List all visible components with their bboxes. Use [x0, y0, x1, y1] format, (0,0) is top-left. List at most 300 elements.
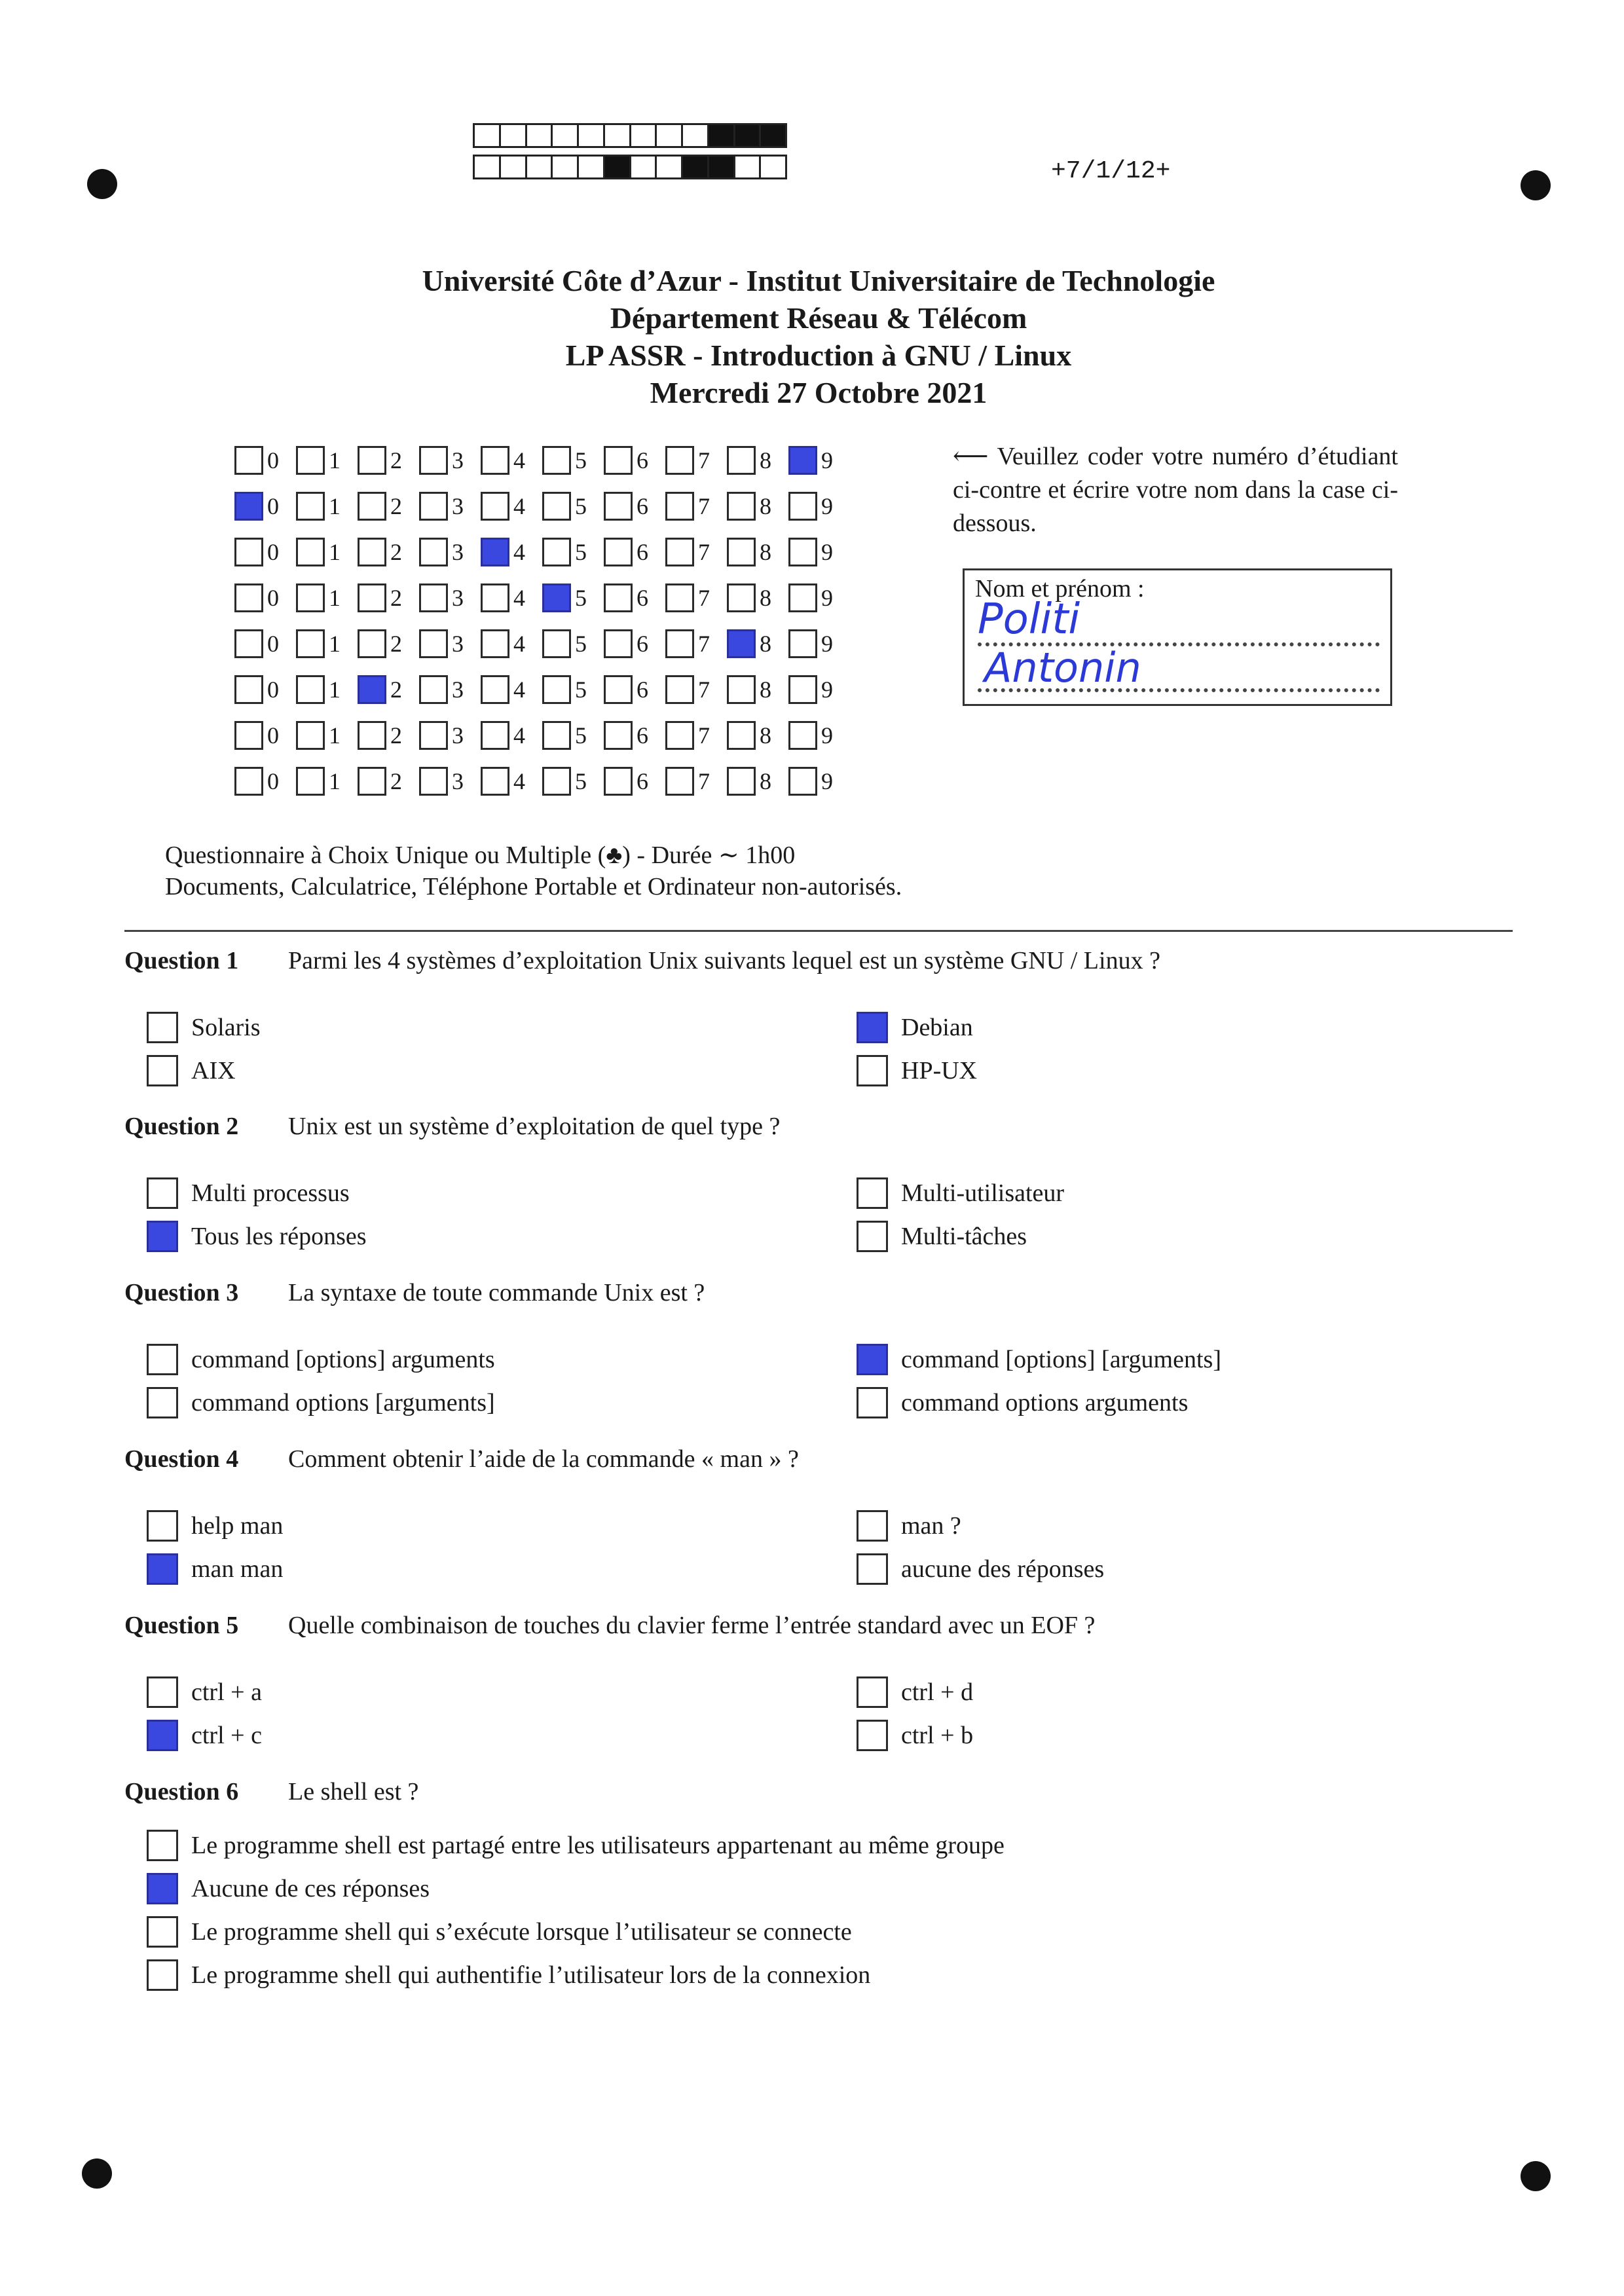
- digit-label: 1: [329, 722, 341, 749]
- answer-checkbox[interactable]: [857, 1221, 888, 1252]
- digit-checkbox[interactable]: [419, 492, 448, 521]
- answer-checkbox[interactable]: [857, 1344, 888, 1375]
- digit-label: 8: [760, 493, 771, 519]
- digit-cell: [234, 446, 296, 475]
- digit-checkbox[interactable]: [542, 629, 571, 658]
- digit-label: 9: [821, 722, 833, 749]
- digit-label: 1: [329, 539, 341, 565]
- name-box[interactable]: [963, 568, 1392, 706]
- registration-mark: [1521, 170, 1551, 200]
- digit-cell: [727, 583, 788, 612]
- answer-option[interactable]: [147, 1916, 852, 1948]
- digit-cell: [727, 767, 788, 796]
- digit-label: 2: [390, 447, 402, 473]
- barcode-cell: [579, 125, 605, 146]
- barcode-cell: [683, 125, 709, 146]
- answer-label: Le programme shell qui s’exécute lorsque l’utilisateur se connecte: [191, 1918, 852, 1946]
- answer-checkbox[interactable]: [857, 1055, 888, 1086]
- barcode-cell: [501, 125, 527, 146]
- answer-option[interactable]: [857, 1055, 977, 1086]
- digit-checkbox[interactable]: [604, 721, 633, 750]
- digit-row: [234, 667, 850, 713]
- answer-option[interactable]: [147, 1177, 350, 1209]
- digit-checkbox[interactable]: [481, 721, 509, 750]
- digit-checkbox[interactable]: [358, 629, 386, 658]
- question-text: Quelle combinaison de touches du clavier ferme l’entrée standard avec un EOF ?: [288, 1612, 1096, 1639]
- answer-checkbox[interactable]: [147, 1510, 178, 1542]
- digit-checkbox[interactable]: [481, 767, 509, 796]
- digit-cell: [604, 446, 665, 475]
- answer-option[interactable]: [147, 1221, 367, 1252]
- digit-cell: [419, 446, 481, 475]
- digit-cell: [481, 675, 542, 704]
- digit-cell: [788, 446, 850, 475]
- digit-checkbox[interactable]: [665, 629, 694, 658]
- digit-label: 5: [575, 493, 587, 519]
- answer-checkbox[interactable]: [857, 1553, 888, 1585]
- digit-cell: [542, 446, 604, 475]
- answer-label: man ?: [901, 1512, 961, 1540]
- answer-checkbox[interactable]: [147, 1387, 178, 1418]
- digit-checkbox[interactable]: [358, 538, 386, 566]
- answer-label: Solaris: [191, 1014, 261, 1041]
- digit-checkbox[interactable]: [419, 767, 448, 796]
- digit-cell: [296, 538, 358, 566]
- digit-cell: [234, 721, 296, 750]
- answer-label: Tous les réponses: [191, 1223, 367, 1250]
- department-title: Département Réseau & Télécom: [610, 301, 1027, 335]
- answer-label: AIX: [191, 1057, 236, 1084]
- digit-row: [234, 483, 850, 529]
- digit-row: [234, 575, 850, 621]
- digit-checkbox[interactable]: [542, 675, 571, 704]
- answer-checkbox[interactable]: [857, 1720, 888, 1751]
- digit-cell: [542, 767, 604, 796]
- answer-option[interactable]: [147, 1830, 1005, 1861]
- digit-label: 2: [390, 539, 402, 565]
- barcode-cell: [579, 157, 605, 177]
- digit-checkbox[interactable]: [234, 721, 263, 750]
- barcode-cell: [657, 125, 683, 146]
- digit-checkbox[interactable]: [358, 583, 386, 612]
- digit-label: 1: [329, 447, 341, 473]
- answer-label: command options arguments: [901, 1389, 1189, 1416]
- answer-option[interactable]: [147, 1387, 495, 1418]
- digit-checkbox[interactable]: [788, 767, 817, 796]
- digit-checkbox[interactable]: [788, 492, 817, 521]
- registration-mark: [1521, 2161, 1551, 2191]
- digit-label: 6: [637, 676, 648, 703]
- digit-checkbox[interactable]: [296, 767, 325, 796]
- barcode-cell: [761, 125, 785, 146]
- answer-checkbox[interactable]: [147, 1344, 178, 1375]
- digit-cell: [727, 446, 788, 475]
- digit-cell: [542, 675, 604, 704]
- barcode-cell: [605, 157, 631, 177]
- quiz-type: Questionnaire à Choix Unique ou Multiple (♣) - Durée ∼ 1h00: [165, 842, 796, 869]
- answer-checkbox[interactable]: [147, 1830, 178, 1861]
- digit-checkbox[interactable]: [788, 583, 817, 612]
- digit-cell: [542, 492, 604, 521]
- digit-checkbox[interactable]: [358, 721, 386, 750]
- digit-cell: [358, 538, 419, 566]
- digit-checkbox[interactable]: [296, 538, 325, 566]
- answer-label: HP-UX: [901, 1057, 978, 1084]
- question-number: Question 1: [124, 947, 239, 974]
- digit-cell: [481, 583, 542, 612]
- digit-checkbox[interactable]: [727, 538, 756, 566]
- digit-row: [234, 529, 850, 575]
- digit-cell: [727, 629, 788, 658]
- digit-checkbox[interactable]: [727, 492, 756, 521]
- digit-label: 7: [698, 539, 710, 565]
- digit-checkbox[interactable]: [419, 446, 448, 475]
- digit-label: 3: [452, 447, 464, 473]
- digit-checkbox[interactable]: [542, 446, 571, 475]
- digit-label: 9: [821, 676, 833, 703]
- digit-label: 4: [513, 447, 525, 473]
- digit-checkbox[interactable]: [542, 767, 571, 796]
- student-number-grid: [234, 437, 850, 804]
- answer-option[interactable]: [147, 1055, 236, 1086]
- question-number: Question 5: [124, 1612, 239, 1639]
- answer-label: Multi processus: [191, 1179, 350, 1207]
- digit-checkbox[interactable]: [234, 446, 263, 475]
- digit-cell: [604, 492, 665, 521]
- digit-cell: [727, 492, 788, 521]
- barcode-cell: [475, 157, 501, 177]
- answer-option[interactable]: [147, 1553, 283, 1585]
- digit-checkbox[interactable]: [481, 675, 509, 704]
- digit-cell: [788, 492, 850, 521]
- digit-label: 9: [821, 539, 833, 565]
- digit-label: 6: [637, 539, 648, 565]
- question-text: Le shell est ?: [288, 1778, 419, 1805]
- digit-checkbox[interactable]: [604, 538, 633, 566]
- barcode-cell: [553, 157, 579, 177]
- digit-checkbox[interactable]: [542, 492, 571, 521]
- digit-label: 0: [267, 447, 279, 473]
- digit-checkbox[interactable]: [234, 629, 263, 658]
- digit-label: 9: [821, 585, 833, 611]
- digit-checkbox[interactable]: [234, 492, 263, 521]
- digit-label: 9: [821, 631, 833, 657]
- digit-checkbox[interactable]: [727, 767, 756, 796]
- digit-checkbox[interactable]: [296, 721, 325, 750]
- answer-option[interactable]: [147, 1344, 495, 1375]
- digit-checkbox[interactable]: [727, 721, 756, 750]
- digit-checkbox[interactable]: [481, 446, 509, 475]
- answer-option[interactable]: [147, 1720, 262, 1751]
- digit-checkbox[interactable]: [727, 583, 756, 612]
- digit-cell: [604, 583, 665, 612]
- answer-label: ctrl + c: [191, 1722, 262, 1749]
- digit-label: 0: [267, 585, 279, 611]
- digit-label: 7: [698, 676, 710, 703]
- digit-cell: [234, 629, 296, 658]
- digit-cell: [788, 538, 850, 566]
- barcode-cell: [735, 157, 762, 177]
- digit-checkbox[interactable]: [788, 721, 817, 750]
- digit-checkbox[interactable]: [727, 675, 756, 704]
- answer-checkbox[interactable]: [147, 1177, 178, 1209]
- digit-cell: [481, 446, 542, 475]
- digit-checkbox[interactable]: [234, 583, 263, 612]
- digit-checkbox[interactable]: [419, 721, 448, 750]
- answer-option[interactable]: [147, 1873, 430, 1904]
- digit-label: 4: [513, 676, 525, 703]
- digit-label: 1: [329, 676, 341, 703]
- digit-checkbox[interactable]: [358, 767, 386, 796]
- answer-option[interactable]: [857, 1012, 973, 1043]
- digit-checkbox[interactable]: [788, 538, 817, 566]
- exam-date: Mercredi 27 Octobre 2021: [650, 376, 987, 409]
- digit-checkbox[interactable]: [788, 629, 817, 658]
- digit-cell: [788, 675, 850, 704]
- digit-label: 5: [575, 447, 587, 473]
- digit-label: 2: [390, 585, 402, 611]
- barcode-cell: [475, 125, 501, 146]
- digit-cell: [419, 492, 481, 521]
- answer-checkbox[interactable]: [147, 1553, 178, 1585]
- digit-checkbox[interactable]: [665, 446, 694, 475]
- answer-checkbox[interactable]: [147, 1959, 178, 1991]
- answer-option[interactable]: [857, 1221, 1027, 1252]
- digit-checkbox[interactable]: [419, 629, 448, 658]
- digit-label: 6: [637, 447, 648, 473]
- answer-option[interactable]: [857, 1676, 973, 1708]
- exam-header: [0, 262, 1624, 411]
- question-title: [124, 1611, 1095, 1640]
- answer-option[interactable]: [147, 1959, 870, 1991]
- digit-label: 4: [513, 631, 525, 657]
- answer-checkbox[interactable]: [857, 1387, 888, 1418]
- digit-checkbox[interactable]: [665, 767, 694, 796]
- digit-label: 4: [513, 493, 525, 519]
- digit-cell: [358, 721, 419, 750]
- digit-cell: [604, 767, 665, 796]
- barcode-cell: [605, 125, 631, 146]
- digit-row: [234, 713, 850, 758]
- digit-cell: [296, 675, 358, 704]
- answer-checkbox[interactable]: [147, 1676, 178, 1708]
- digit-label: 5: [575, 539, 587, 565]
- question-text: Unix est un système d’exploitation de quel type ?: [288, 1113, 781, 1140]
- digit-cell: [234, 538, 296, 566]
- answer-label: help man: [191, 1512, 284, 1540]
- digit-checkbox[interactable]: [665, 492, 694, 521]
- digit-cell: [419, 538, 481, 566]
- digit-cell: [788, 767, 850, 796]
- answer-label: Le programme shell est partagé entre les utilisateurs appartenant au même groupe: [191, 1832, 1005, 1859]
- answer-option[interactable]: [857, 1177, 1064, 1209]
- barcode-top: [473, 123, 787, 148]
- digit-cell: [481, 767, 542, 796]
- digit-cell: [788, 721, 850, 750]
- answer-option[interactable]: [147, 1676, 262, 1708]
- digit-label: 6: [637, 722, 648, 749]
- digit-cell: [665, 492, 727, 521]
- digit-label: 9: [821, 768, 833, 794]
- handwritten-firstname: Antonin: [984, 644, 1141, 692]
- digit-checkbox[interactable]: [604, 675, 633, 704]
- digit-label: 1: [329, 585, 341, 611]
- answer-label: command options [arguments]: [191, 1389, 495, 1416]
- digit-checkbox[interactable]: [481, 629, 509, 658]
- barcode-cell: [657, 157, 683, 177]
- answer-checkbox[interactable]: [147, 1221, 178, 1252]
- digit-label: 6: [637, 768, 648, 794]
- digit-label: 8: [760, 676, 771, 703]
- answer-option[interactable]: [857, 1720, 973, 1751]
- digit-cell: [296, 583, 358, 612]
- digit-label: 8: [760, 768, 771, 794]
- digit-cell: [419, 721, 481, 750]
- digit-cell: [542, 583, 604, 612]
- digit-checkbox[interactable]: [727, 446, 756, 475]
- answer-checkbox[interactable]: [147, 1720, 178, 1751]
- digit-cell: [419, 629, 481, 658]
- digit-cell: [788, 629, 850, 658]
- digit-cell: [665, 675, 727, 704]
- digit-checkbox[interactable]: [665, 583, 694, 612]
- digit-checkbox[interactable]: [788, 675, 817, 704]
- digit-label: 7: [698, 722, 710, 749]
- digit-cell: [727, 538, 788, 566]
- digit-label: 5: [575, 631, 587, 657]
- digit-cell: [358, 583, 419, 612]
- answer-checkbox[interactable]: [147, 1055, 178, 1086]
- digit-checkbox[interactable]: [296, 492, 325, 521]
- quiz-info: [165, 840, 902, 902]
- digit-cell: [604, 629, 665, 658]
- digit-cell: [542, 629, 604, 658]
- digit-checkbox[interactable]: [234, 675, 263, 704]
- answer-checkbox[interactable]: [147, 1916, 178, 1948]
- digit-checkbox[interactable]: [604, 583, 633, 612]
- digit-label: 1: [329, 631, 341, 657]
- question-title: [124, 946, 1160, 975]
- digit-checkbox[interactable]: [604, 767, 633, 796]
- answer-option[interactable]: [857, 1387, 1188, 1418]
- digit-checkbox[interactable]: [234, 538, 263, 566]
- question-title: [124, 1445, 799, 1473]
- digit-label: 8: [760, 585, 771, 611]
- registration-mark: [87, 169, 117, 199]
- answer-label: ctrl + d: [901, 1678, 974, 1706]
- answer-label: man man: [191, 1555, 284, 1583]
- digit-label: 2: [390, 768, 402, 794]
- answer-checkbox[interactable]: [147, 1012, 178, 1043]
- digit-label: 8: [760, 539, 771, 565]
- digit-label: 6: [637, 631, 648, 657]
- digit-checkbox[interactable]: [419, 675, 448, 704]
- university-title: Université Côte d’Azur - Institut Universitaire de Technologie: [422, 264, 1215, 297]
- answer-option[interactable]: [147, 1012, 261, 1043]
- digit-checkbox[interactable]: [234, 767, 263, 796]
- digit-checkbox[interactable]: [665, 538, 694, 566]
- answer-option[interactable]: [147, 1510, 283, 1542]
- digit-checkbox[interactable]: [788, 446, 817, 475]
- digit-cell: [665, 767, 727, 796]
- answer-label: Debian: [901, 1014, 973, 1041]
- digit-cell: [358, 492, 419, 521]
- digit-label: 3: [452, 676, 464, 703]
- digit-label: 9: [821, 447, 833, 473]
- answer-label: Le programme shell qui authentifie l’utilisateur lors de la connexion: [191, 1961, 871, 1989]
- digit-checkbox[interactable]: [665, 675, 694, 704]
- documents-note: Documents, Calculatrice, Téléphone Portable et Ordinateur non-autorisés.: [165, 873, 902, 900]
- digit-checkbox[interactable]: [296, 583, 325, 612]
- digit-checkbox[interactable]: [296, 629, 325, 658]
- digit-label: 0: [267, 768, 279, 794]
- digit-checkbox[interactable]: [481, 492, 509, 521]
- answer-option[interactable]: [857, 1344, 1221, 1375]
- answer-label: ctrl + a: [191, 1678, 262, 1706]
- digit-checkbox[interactable]: [481, 538, 509, 566]
- digit-label: 5: [575, 768, 587, 794]
- digit-checkbox[interactable]: [727, 629, 756, 658]
- digit-cell: [604, 675, 665, 704]
- digit-label: 7: [698, 493, 710, 519]
- digit-checkbox[interactable]: [604, 446, 633, 475]
- digit-cell: [358, 629, 419, 658]
- digit-checkbox[interactable]: [358, 446, 386, 475]
- answer-checkbox[interactable]: [857, 1510, 888, 1542]
- answer-checkbox[interactable]: [147, 1873, 178, 1904]
- digit-cell: [665, 538, 727, 566]
- digit-checkbox[interactable]: [542, 583, 571, 612]
- digit-cell: [419, 767, 481, 796]
- digit-cell: [542, 721, 604, 750]
- answer-option[interactable]: [857, 1553, 1104, 1585]
- question-text: Parmi les 4 systèmes d’exploitation Unix suivants lequel est un système GNU / Linux ?: [288, 947, 1160, 974]
- answer-label: Aucune de ces réponses: [191, 1875, 430, 1902]
- digit-checkbox[interactable]: [604, 492, 633, 521]
- digit-label: 0: [267, 722, 279, 749]
- barcode-cell: [761, 157, 785, 177]
- digit-label: 3: [452, 585, 464, 611]
- digit-checkbox[interactable]: [358, 492, 386, 521]
- digit-checkbox[interactable]: [296, 675, 325, 704]
- digit-checkbox[interactable]: [296, 446, 325, 475]
- digit-checkbox[interactable]: [358, 675, 386, 704]
- answer-checkbox[interactable]: [857, 1012, 888, 1043]
- barcode-cell: [709, 157, 735, 177]
- digit-cell: [665, 629, 727, 658]
- digit-label: 3: [452, 539, 464, 565]
- answer-checkbox[interactable]: [857, 1676, 888, 1708]
- digit-label: 7: [698, 768, 710, 794]
- digit-checkbox[interactable]: [419, 538, 448, 566]
- answer-label: aucune des réponses: [901, 1555, 1105, 1583]
- digit-checkbox[interactable]: [665, 721, 694, 750]
- answer-option[interactable]: [857, 1510, 961, 1542]
- digit-checkbox[interactable]: [481, 583, 509, 612]
- digit-cell: [665, 721, 727, 750]
- digit-checkbox[interactable]: [604, 629, 633, 658]
- name-label: Nom et prénom :: [975, 575, 1145, 602]
- digit-checkbox[interactable]: [419, 583, 448, 612]
- digit-checkbox[interactable]: [542, 538, 571, 566]
- digit-checkbox[interactable]: [542, 721, 571, 750]
- digit-cell: [419, 583, 481, 612]
- answer-checkbox[interactable]: [857, 1177, 888, 1209]
- handwritten-surname: Politi: [978, 595, 1080, 644]
- question-number: Question 3: [124, 1279, 239, 1306]
- digit-cell: [481, 538, 542, 566]
- instruction-text: ⟵ Veuillez coder votre numéro d’étudiant ci-contre et écrire votre nom dans la case ci-dessous.: [953, 443, 1398, 537]
